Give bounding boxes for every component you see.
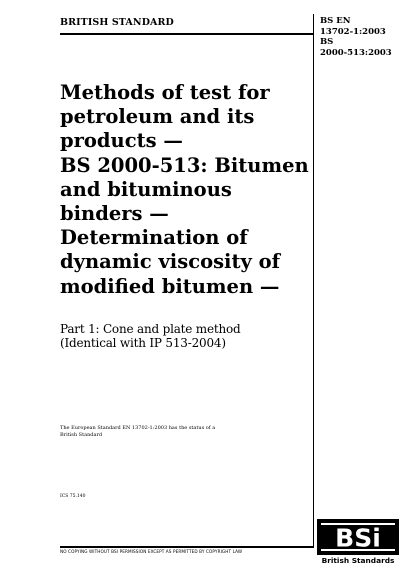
bsi-logo <box>317 519 399 567</box>
subtitle-line: Part 1: Cone and plate method <box>60 322 241 336</box>
standard-number-line: BS EN <box>320 16 351 26</box>
status-line: The European Standard EN 13702-1:2003 has the status of a <box>60 425 216 431</box>
status-statement <box>60 425 215 438</box>
footer-rule <box>60 546 313 548</box>
copyright-notice: NO COPYING WITHOUT BSI PERMISSION EXCEPT AS PERMITTED BY COPYRIGHT LAW <box>60 549 243 554</box>
document-type-label: BRITISH STANDARD <box>60 17 174 28</box>
document-title <box>60 81 313 299</box>
title-line: modified bitumen — <box>60 274 280 298</box>
ics-code: ICS 75.140 <box>60 494 86 499</box>
title-line: BS 2000-513: Bitumen <box>60 153 309 177</box>
standard-number <box>320 16 392 58</box>
subtitle-line: (Identical with IP 513-2004) <box>60 336 226 350</box>
standard-number-line: 2000-513:2003 <box>320 47 392 58</box>
title-line: dynamic viscosity of <box>60 250 280 274</box>
status-line: British Standard <box>60 431 103 438</box>
standard-number-line: BS <box>320 37 334 47</box>
title-line: products — <box>60 129 183 153</box>
bsi-logo-caption: British Standards <box>321 556 395 565</box>
bsi-logo-mark-text: BSi <box>335 523 381 553</box>
standard-number-line: 13702-1:2003 <box>320 26 386 37</box>
title-line: binders — <box>60 202 169 226</box>
vertical-divider <box>313 14 314 548</box>
bsi-logo-mark <box>317 519 399 555</box>
title-line: Determination of <box>60 226 248 250</box>
title-line: petroleum and its <box>60 105 255 129</box>
document-subtitle <box>60 322 241 350</box>
title-line: Methods of test for <box>60 81 270 104</box>
title-line: and bituminous <box>60 177 232 201</box>
header-rule <box>60 33 313 35</box>
